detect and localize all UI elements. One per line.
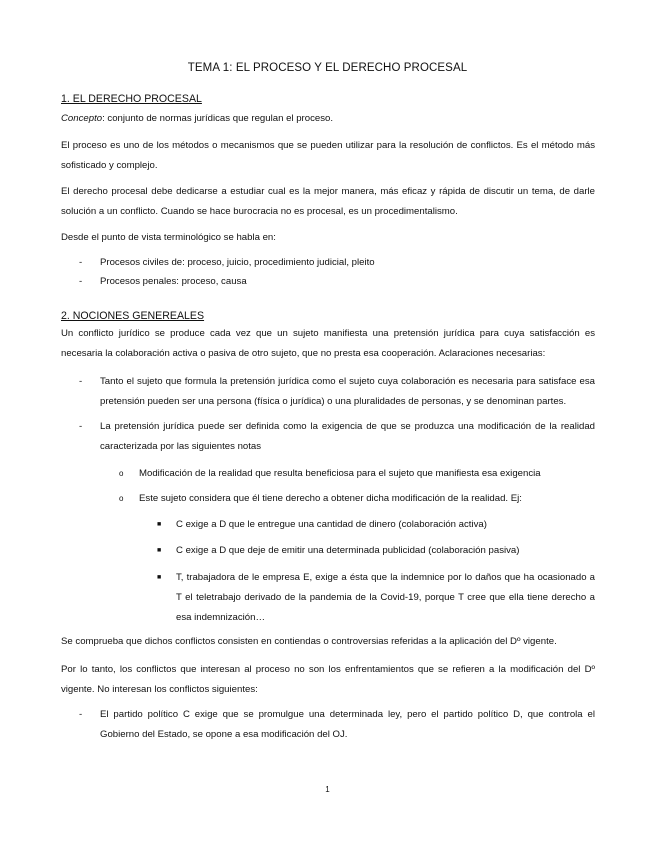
concept-text: : conjunto de normas jurídicas que regulan el proceso. — [102, 113, 333, 124]
bullet-dash: - — [79, 709, 83, 720]
section-1-paragraph-3: Desde el punto de vista terminológico se habla en: — [61, 232, 276, 243]
section-2-heading: 2. NOCIONES GENEREALES — [61, 310, 205, 322]
bullet-square: ■ — [157, 574, 162, 581]
concept-paragraph — [61, 109, 595, 129]
example-item: C exige a D que deje de emitir una determinada publicidad (colaboración pasiva) — [176, 545, 520, 556]
list-item: Procesos civiles de: proceso, juicio, procedimiento judicial, pleito — [100, 257, 375, 268]
bullet-square: ■ — [157, 547, 162, 554]
bullet-dash: - — [79, 421, 83, 432]
section-2-paragraph-2: Se comprueba que dichos conflictos consisten en contiendas o controversias referidas a la aplicación del Dº vigente. — [61, 636, 557, 647]
section-2-paragraph-1: Un conflicto jurídico se produce cada vez que un sujeto manifiesta una pretensión jurídica para cuya satisfacción es necesaria la colaboración activa o pasiva de otro sujeto, que no presta esa cooperación. Aclaraciones necesarias: — [61, 328, 595, 359]
section-1-paragraph-2: El derecho procesal debe dedicarse a estudiar cual es la mejor manera, más eficaz y rápida de discutir un tema, de darle solución a un conflicto. Cuando se hace burocracia no es procesal, es un procedimentalismo. — [61, 186, 595, 217]
bullet-dash: - — [79, 257, 83, 268]
page-number: 1 — [325, 785, 330, 794]
section-1-paragraph-1: El proceso es uno de los métodos o mecanismos que se pueden utilizar para la resolución de conflictos. Es el método más sofisticado y complejo. — [61, 140, 595, 171]
bullet-square: ■ — [157, 521, 162, 528]
sub-list-item: Este sujeto considera que él tiene derecho a obtener dicha modificación de la realidad. Ej: — [139, 493, 522, 504]
list-item: Tanto el sujeto que formula la pretensión jurídica como el sujeto cuya colaboración es necesaria para satisface esa pretensión pueden ser una persona (física o jurídica) o una pluralidades de personas, y se denominan partes. — [100, 376, 595, 407]
concept-label: Concepto — [61, 113, 103, 124]
document-title: TEMA 1: EL PROCESO Y EL DERECHO PROCESAL — [187, 62, 468, 74]
section-1-heading: 1. EL DERECHO PROCESAL — [61, 93, 202, 105]
example-item: C exige a D que le entregue una cantidad de dinero (colaboración activa) — [176, 519, 487, 530]
bullet-circle: o — [119, 494, 124, 503]
section-2-paragraph-3: Por lo tanto, los conflictos que interesan al proceso no son los enfrentamientos que se refieren a la modificación del Dº vigente. No interesan los conflictos siguientes: — [61, 664, 595, 695]
bullet-dash: - — [79, 276, 83, 287]
list-item: La pretensión jurídica puede ser definida como la exigencia de que se produzca una modificación de la realidad caracterizada por las siguientes notas — [100, 421, 595, 452]
sub-list-item: Modificación de la realidad que resulta beneficiosa para el sujeto que manifiesta esa exigencia — [139, 468, 541, 479]
list-item: Procesos penales: proceso, causa — [100, 276, 247, 287]
bullet-circle: o — [119, 469, 124, 478]
example-item: T, trabajadora de le empresa E, exige a ésta que la indemnice por lo daños que ha ocasionado a T el teletrabajo derivado de la pandemia de la Covid-19, porque T cree que ella tiene derecho a esa indemnización… — [176, 572, 595, 623]
list-item: El partido político C exige que se promulgue una determinada ley, pero el partido político D, que controla el Gobierno del Estado, se opone a esa modificación del OJ. — [100, 709, 595, 740]
bullet-dash: - — [79, 376, 83, 387]
